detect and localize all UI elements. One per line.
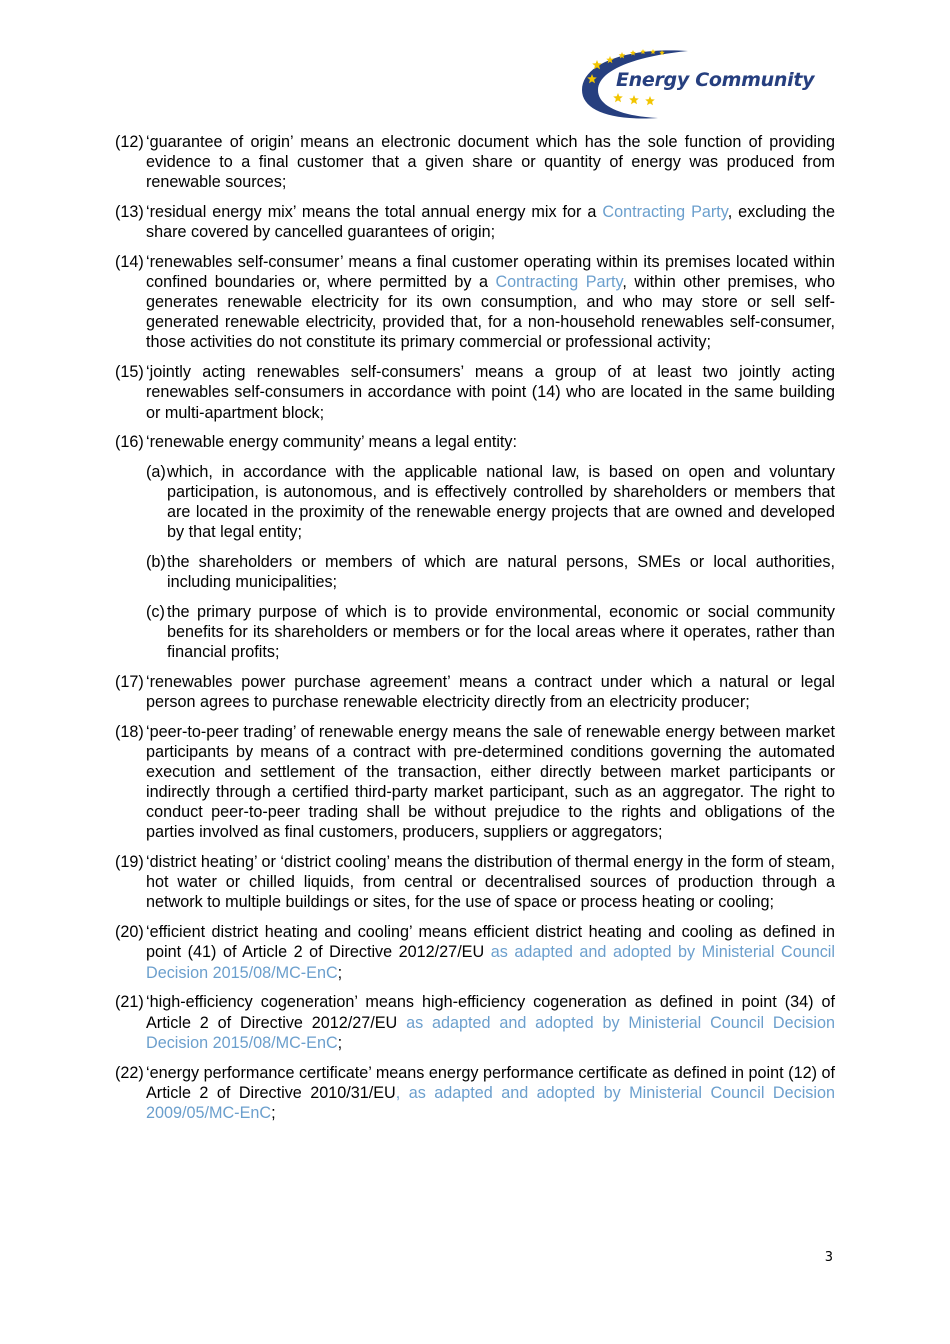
text-segment: ‘residual energy mix’ means the total annual energy mix for a [146, 203, 603, 222]
definition-item [115, 992, 835, 1052]
text-segment: ‘energy performance certificate’ means energy performance certificate as defined in point (12) of Article 2 of Directive 2010/31/EU [146, 1063, 835, 1102]
text-segment: ; [337, 1033, 343, 1052]
definition-item [115, 202, 835, 242]
definition-number: (19) [115, 853, 144, 872]
sub-item-list [146, 462, 835, 662]
definition-item [115, 722, 835, 843]
definition-item [115, 362, 835, 422]
sub-item-label: (a) [146, 463, 166, 482]
sub-item-text: which, in accordance with the applicable national law, is based on open and voluntary participation, is autonomous, and is effectively controlled by shareholders or members that are located in the proximity of the renewable energy projects that are owned and developed by that legal entity; [167, 463, 835, 542]
definition-number: (14) [115, 253, 144, 272]
star-icon [629, 95, 639, 104]
star-icon [645, 96, 655, 105]
definition-text [146, 363, 835, 421]
definitions-list [115, 132, 835, 1133]
sub-item [146, 552, 835, 592]
definition-item [115, 672, 835, 712]
definition-number: (17) [115, 672, 144, 691]
definition-number: (21) [115, 993, 144, 1012]
text-segment: ‘efficient district heating and cooling’ means efficient district heating and cooling as defined in point (41) of Article 2 of Directive 2012/27/EU [146, 923, 835, 962]
text-segment: ‘district heating’ or ‘district cooling’ means the distribution of thermal energy in the form of steam, hot water or chilled liquids, from central or decentralised sources of production through a network to multiple buildings or sites, for the use of space or process heating or cooling; [146, 853, 835, 912]
text-segment: ; [337, 963, 343, 982]
definition-item [115, 432, 835, 662]
sub-item-text: the shareholders or members of which are natural persons, SMEs or local authorities, including municipalities; [167, 553, 835, 592]
definition-text [146, 203, 835, 241]
definition-text [146, 923, 835, 981]
highlighted-text: , as adapted and adopted by Ministerial Council Decision 2009/05/MC-EnC [146, 1083, 835, 1122]
definition-text [146, 133, 835, 191]
text-segment: ‘renewables power purchase agreement’ means a contract under which a natural or legal person agrees to purchase renewable electricity directly from an electricity producer; [146, 672, 835, 712]
highlighted-text: Contracting Party [495, 273, 623, 292]
definition-text [146, 853, 835, 911]
text-segment: , excluding the share covered by cancelled guarantees of origin; [146, 203, 836, 242]
text-segment: ; [271, 1103, 276, 1122]
definition-number: (16) [115, 433, 144, 452]
sub-item [146, 462, 835, 542]
text-segment: ‘high-efficiency cogeneration’ means high-efficiency cogeneration as defined in point (34) of Article 2 of Directive 2012/27/EU [146, 993, 835, 1032]
definition-number: (18) [115, 722, 144, 741]
definition-number: (13) [115, 203, 144, 222]
definition-item [115, 132, 835, 192]
highlighted-text: as adapted and adopted by Ministerial Council Decision Decision 2015/08/MC-EnC [146, 1013, 835, 1052]
definition-text [146, 1064, 835, 1122]
definition-number: (12) [115, 133, 144, 151]
definition-text [146, 433, 517, 451]
logo-text: Energy Community [616, 69, 815, 91]
definition-item [115, 252, 835, 352]
definition-text [146, 253, 835, 351]
highlighted-text: Contracting Party [602, 203, 728, 222]
definition-number: (15) [115, 363, 144, 382]
text-segment: ‘jointly acting renewables self-consumers’ means a group of at least two jointly acting renewables self-consumers in accordance with point (14) who are located in the same building or multi-apartment block; [146, 363, 835, 422]
definition-item [115, 852, 835, 912]
text-segment: ‘renewable energy community’ means a legal entity: [146, 433, 517, 452]
highlighted-text: as adapted and adopted by Ministerial Council Decision 2015/08/MC-EnC [146, 943, 835, 982]
sub-item-text: the primary purpose of which is to provide environmental, economic or social community benefits for its shareholders or members or for the local areas where it operates, rather than financial profits; [167, 602, 835, 662]
text-segment: , within other premises, who generates renewable electricity for its own consumption, and who may store or sell self-generated renewable electricity, provided that, for a non-household renewables self-consumer, those activities do not constitute its primary commercial or professional activity; [146, 273, 836, 352]
definition-text [146, 723, 835, 841]
sub-item [146, 602, 835, 662]
sub-item-label: (b) [146, 553, 166, 572]
definition-number: (22) [115, 1063, 144, 1082]
star-icon [613, 93, 623, 102]
text-segment: ‘peer-to-peer trading’ of renewable energy means the sale of renewable energy between market participants by means of a contract with pre-determined conditions governing the automated execution and settlement of the transaction, either directly between market participants or indirectly through a certified third-party market participant, such as an aggregator. The right to conduct peer-to-peer trading shall be without prejudice to the rights and obligations of the parties involved as final customers, producers, suppliers or aggregators; [146, 722, 835, 842]
text-segment: ‘guarantee of origin’ means an electronic document which has the sole function of providing evidence to a final customer that a given share or quantity of energy was produced from renewable sources; [146, 133, 835, 192]
definition-item [115, 1063, 835, 1123]
definition-number: (20) [115, 923, 144, 942]
definition-text [146, 673, 835, 711]
definition-text [146, 993, 835, 1051]
page-number: 3 [824, 1250, 833, 1265]
text-segment: ‘renewables self-consumer’ means a final customer operating within its premises located within confined boundaries or, where permitted by a [146, 253, 835, 292]
sub-item-label: (c) [146, 602, 165, 621]
definition-item [115, 922, 835, 982]
